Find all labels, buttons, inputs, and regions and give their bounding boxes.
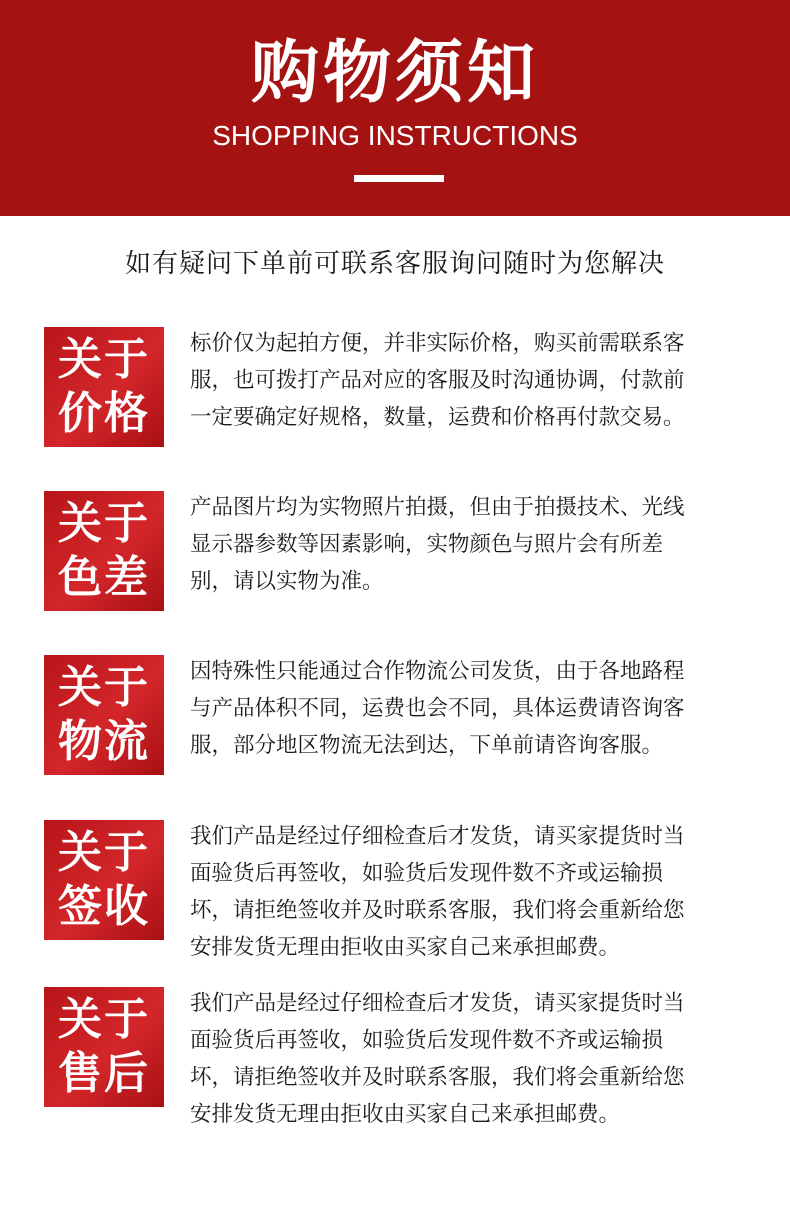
section-badge [44,820,164,940]
badge-line2: 签收 [58,881,150,932]
section-text [190,325,755,436]
title-underline [354,175,444,182]
section-badge [44,655,164,775]
badge-line1: 关于 [58,827,150,878]
text-line: 安排发货无理由拒收由买家自己来承担邮费。 [190,935,621,960]
badge-line1: 关于 [58,334,150,385]
badge-line2: 物流 [58,716,150,767]
section-text [190,653,755,764]
badge-line2: 色差 [58,552,150,603]
badge-line2: 价格 [58,388,150,439]
text-line: 别，请以实物为准。 [190,569,384,594]
text-line: 产品图片均为实物照片拍摄，但由于拍摄技术、光线 [190,495,685,520]
section-text [190,818,755,966]
text-line: 服，也可拨打产品对应的客服及时沟通协调，付款前 [190,368,685,393]
section-text [190,489,755,600]
section-text [190,985,755,1133]
text-line: 面验货后再签收，如验货后发现件数不齐或运输损 [190,861,664,886]
text-line: 与产品体积不同，运费也会不同，具体运费请咨询客 [190,696,685,721]
text-line: 我们产品是经过仔细检查后才发货，请买家提货时当 [190,991,685,1016]
text-line: 因特殊性只能通过合作物流公司发货，由于各地路程 [190,659,685,684]
header-banner [0,0,790,216]
text-line: 标价仅为起拍方便，并非实际价格，购买前需联系客 [190,331,685,356]
text-line: 坏，请拒绝签收并及时联系客服，我们将会重新给您 [190,1065,685,1090]
text-line: 服，部分地区物流无法到达，下单前请咨询客服。 [190,733,664,758]
badge-line1: 关于 [58,994,150,1045]
page-title: 购物须知 [250,34,539,113]
section-badge [44,491,164,611]
badge-line1: 关于 [58,498,150,549]
section-badge [44,327,164,447]
subtitle: 如有疑问下单前可联系客服询问随时为您解决 [124,249,665,279]
text-line: 安排发货无理由拒收由买家自己来承担邮费。 [190,1102,621,1127]
text-line: 显示器参数等因素影响，实物颜色与照片会有所差 [190,532,664,557]
section-badge [44,987,164,1107]
badge-line2: 售后 [58,1048,150,1099]
text-line: 一定要确定好规格，数量，运费和价格再付款交易。 [190,405,685,430]
text-line: 我们产品是经过仔细检查后才发货，请买家提货时当 [190,824,685,849]
text-line: 坏，请拒绝签收并及时联系客服，我们将会重新给您 [190,898,685,923]
text-line: 面验货后再签收，如验货后发现件数不齐或运输损 [190,1028,664,1053]
page-title-english: SHOPPING INSTRUCTIONS [212,120,578,151]
badge-line1: 关于 [58,662,150,713]
